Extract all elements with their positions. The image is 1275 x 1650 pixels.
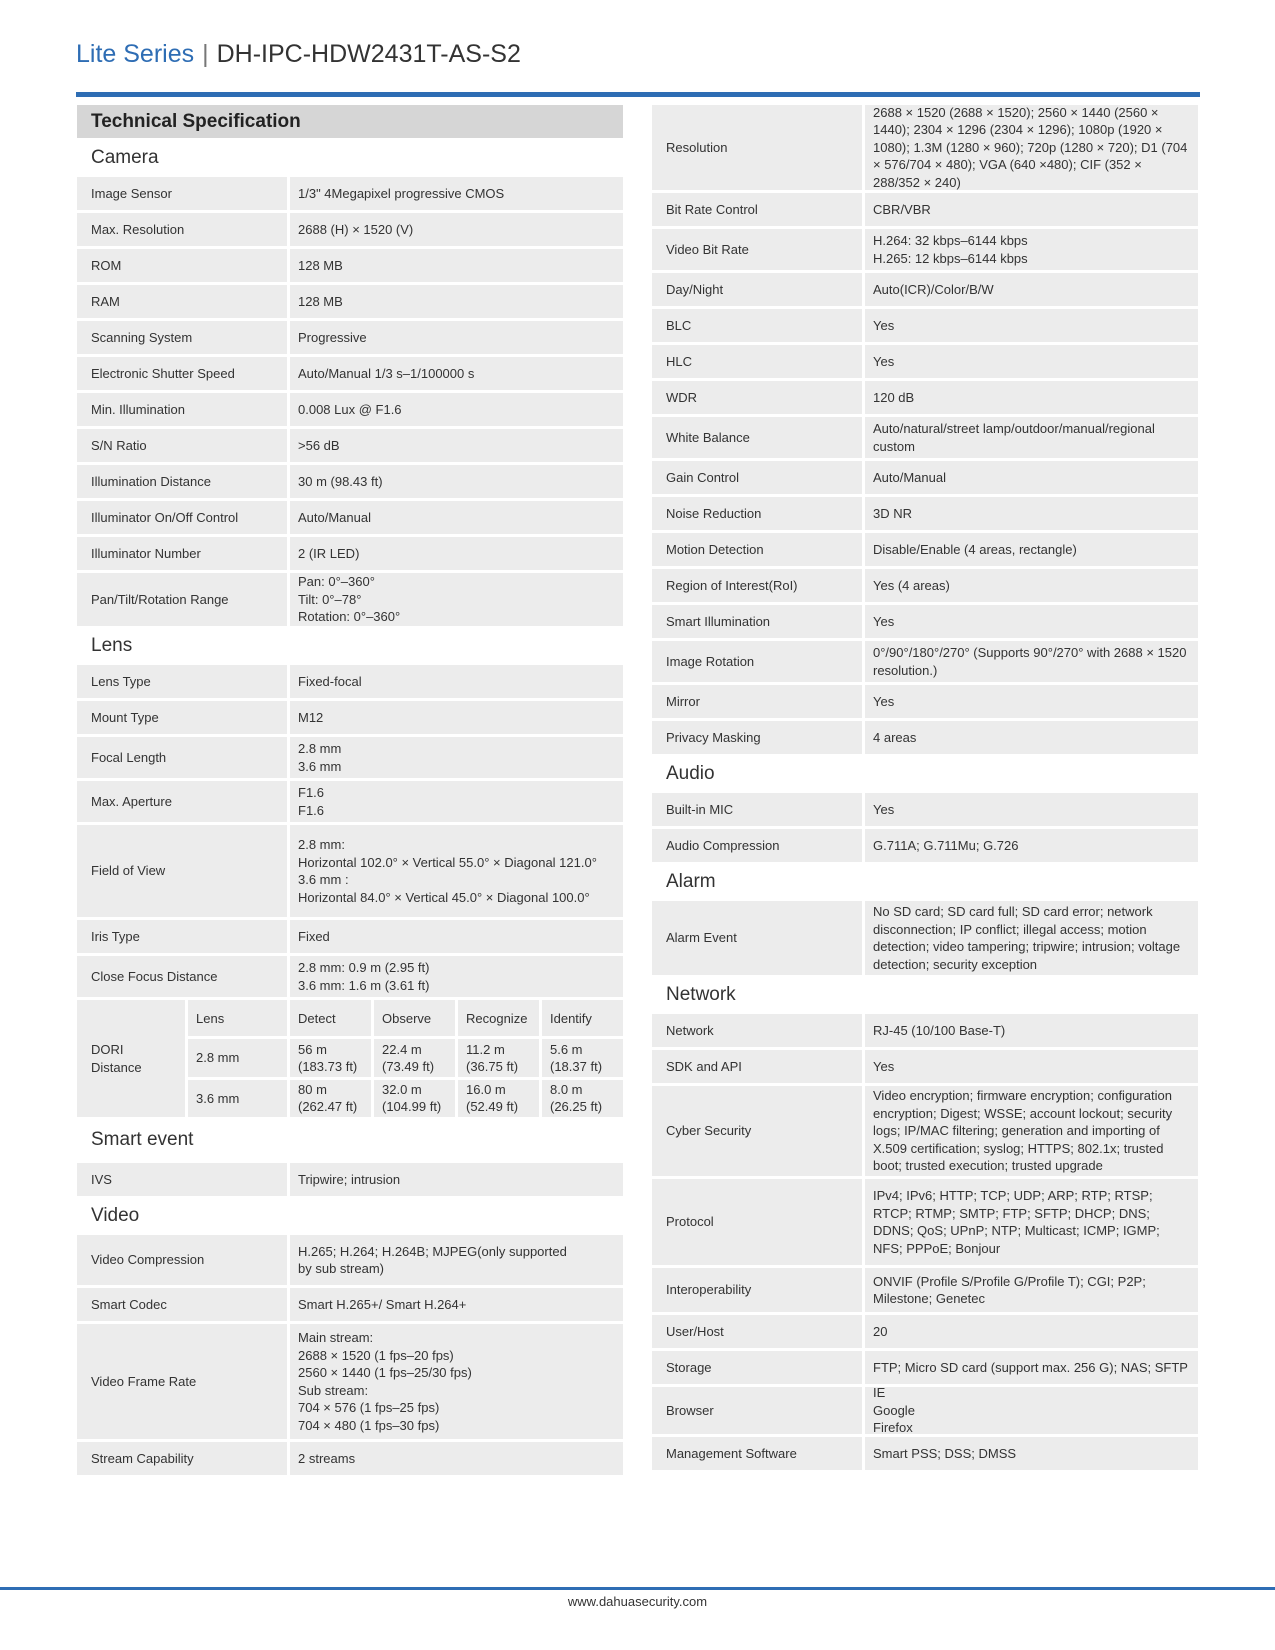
smart-event-rows xyxy=(77,1163,623,1196)
spec-row-min-illumination xyxy=(77,393,623,426)
spec-label: Smart Codec xyxy=(77,1288,287,1321)
spec-label: Gain Control xyxy=(652,461,862,494)
spec-value: Smart H.265+/ Smart H.264+ xyxy=(290,1288,623,1321)
alarm-rows xyxy=(652,901,1198,975)
spec-value: Yes xyxy=(865,1050,1198,1083)
spec-value: ONVIF (Profile S/Profile G/Profile T); CGI; P2P; Milestone; Genetec xyxy=(865,1268,1198,1312)
spec-row-image-sensor xyxy=(77,177,623,210)
spec-label: Alarm Event xyxy=(652,901,862,975)
dori-grid xyxy=(188,1000,623,1117)
spec-value: 4 areas xyxy=(865,721,1198,754)
spec-value: G.711A; G.711Mu; G.726 xyxy=(865,829,1198,862)
spec-row-smart-illumination xyxy=(652,605,1198,638)
model-number: DH-IPC-HDW2431T-AS-S2 xyxy=(216,40,521,68)
dori-cell: 8.0 m (26.25 ft) xyxy=(542,1080,623,1118)
spec-value: Auto(ICR)/Color/B/W xyxy=(865,273,1198,306)
spec-row-built-in-mic xyxy=(652,793,1198,826)
spec-row-illumination-distance xyxy=(77,465,623,498)
spec-label: Max. Aperture xyxy=(77,781,287,822)
spec-value: Auto/Manual xyxy=(865,461,1198,494)
spec-row-close-focus-distance xyxy=(77,956,623,997)
spec-label: Lens Type xyxy=(77,665,287,698)
spec-row-video-compression xyxy=(77,1235,623,1285)
spec-value: Video encryption; firmware encryption; configuration encryption; Digest; WSSE; account lockout; security logs; IP/MAC filtering; generation and importing of X.509 certification; syslog; HTTPS; 802.1x; trusted boot; trusted execution; trusted upgrade xyxy=(865,1086,1198,1176)
section-heading-smart-event: Smart event xyxy=(91,1129,194,1150)
footer-url: www.dahuasecurity.com xyxy=(567,1594,708,1609)
series-name: Lite Series xyxy=(76,40,195,68)
lens-rows xyxy=(77,665,623,997)
spec-label: Management Software xyxy=(652,1437,862,1470)
spec-value: 1/3" 4Megapixel progressive CMOS xyxy=(290,177,623,210)
spec-label: Stream Capability xyxy=(77,1442,287,1475)
spec-row-bit-rate-control xyxy=(652,193,1198,226)
spec-label: Day/Night xyxy=(652,273,862,306)
spec-value: 2.8 mm: 0.9 m (2.95 ft) 3.6 mm: 1.6 m (3.61 ft) xyxy=(290,956,623,997)
dori-header-lens: Lens xyxy=(188,1000,287,1036)
spec-label: IVS xyxy=(77,1163,287,1196)
spec-value: Fixed xyxy=(290,920,623,953)
spec-label: Motion Detection xyxy=(652,533,862,566)
spec-row-ram xyxy=(77,285,623,318)
spec-label: Electronic Shutter Speed xyxy=(77,357,287,390)
spec-row-gain-control xyxy=(652,461,1198,494)
section-heading-lens: Lens xyxy=(91,634,133,656)
spec-row-noise-reduction xyxy=(652,497,1198,530)
spec-row-wdr xyxy=(652,381,1198,414)
spec-label: Min. Illumination xyxy=(77,393,287,426)
spec-row-region-of-interest-roi xyxy=(652,569,1198,602)
dori-header-observe: Observe xyxy=(374,1000,455,1036)
audio-rows xyxy=(652,793,1198,862)
spec-value: 2688 (H) × 1520 (V) xyxy=(290,213,623,246)
spec-value: 0.008 Lux @ F1.6 xyxy=(290,393,623,426)
spec-row-max-resolution xyxy=(77,213,623,246)
header-rule xyxy=(76,92,1200,97)
dori-cell: 80 m (262.47 ft) xyxy=(290,1080,371,1118)
spec-row-day-night xyxy=(652,273,1198,306)
spec-label: Video Compression xyxy=(77,1235,287,1285)
spec-row-mirror xyxy=(652,685,1198,718)
spec-value: Auto/natural/street lamp/outdoor/manual/regional custom xyxy=(865,417,1198,458)
left-column xyxy=(77,105,623,1475)
right-column xyxy=(652,105,1198,1470)
dori-cell: 11.2 m (36.75 ft) xyxy=(458,1039,539,1077)
spec-row-audio-compression xyxy=(652,829,1198,862)
spec-value: H.264: 32 kbps–6144 kbps H.265: 12 kbps–6144 kbps xyxy=(865,229,1198,270)
dori-cell: 2.8 mm xyxy=(188,1039,287,1077)
spec-value: Yes xyxy=(865,309,1198,342)
spec-label: WDR xyxy=(652,381,862,414)
spec-value: Yes (4 areas) xyxy=(865,569,1198,602)
section-heading-alarm: Alarm xyxy=(666,870,716,892)
spec-label: SDK and API xyxy=(652,1050,862,1083)
video-rows-right xyxy=(652,105,1198,754)
section-heading-camera: Camera xyxy=(91,146,159,168)
spec-label: Image Sensor xyxy=(77,177,287,210)
header-separator: | xyxy=(202,40,209,68)
camera-rows xyxy=(77,177,623,626)
spec-value: No SD card; SD card full; SD card error; network disconnection; IP conflict; illegal access; motion detection; video tampering; tripwire; intrusion; voltage detection; security exception xyxy=(865,901,1198,975)
spec-value: Progressive xyxy=(290,321,623,354)
dori-cell: 56 m (183.73 ft) xyxy=(290,1039,371,1077)
spec-label: Smart Illumination xyxy=(652,605,862,638)
network-rows xyxy=(652,1014,1198,1470)
spec-row-illuminator-on-off-control xyxy=(77,501,623,534)
spec-label: Resolution xyxy=(652,105,862,190)
spec-value: 2.8 mm 3.6 mm xyxy=(290,737,623,778)
spec-value: IE Google Firefox xyxy=(865,1387,1198,1434)
spec-label: Close Focus Distance xyxy=(77,956,287,997)
spec-row-pan-tilt-rotation-range xyxy=(77,573,623,626)
dori-header-recognize: Recognize xyxy=(458,1000,539,1036)
spec-row-mount-type xyxy=(77,701,623,734)
spec-value: RJ-45 (10/100 Base-T) xyxy=(865,1014,1198,1047)
spec-label: Video Frame Rate xyxy=(77,1324,287,1439)
spec-label: Field of View xyxy=(77,825,287,917)
spec-label: Illuminator On/Off Control xyxy=(77,501,287,534)
spec-row-video-frame-rate xyxy=(77,1324,623,1439)
spec-row-field-of-view xyxy=(77,825,623,917)
spec-row-blc xyxy=(652,309,1198,342)
spec-label: Network xyxy=(652,1014,862,1047)
spec-label: Browser xyxy=(652,1387,862,1434)
spec-label: Bit Rate Control xyxy=(652,193,862,226)
spec-row-interoperability xyxy=(652,1268,1198,1312)
spec-row-electronic-shutter-speed xyxy=(77,357,623,390)
spec-row-resolution xyxy=(652,105,1198,190)
section-heading-network: Network xyxy=(666,983,736,1005)
spec-value: Yes xyxy=(865,793,1198,826)
footer-rule xyxy=(0,1587,1275,1590)
spec-value: 128 MB xyxy=(290,249,623,282)
dori-cell: 22.4 m (73.49 ft) xyxy=(374,1039,455,1077)
spec-row-scanning-system xyxy=(77,321,623,354)
spec-value: M12 xyxy=(290,701,623,734)
spec-row-image-rotation xyxy=(652,641,1198,682)
spec-label: Pan/Tilt/Rotation Range xyxy=(77,573,287,626)
section-heading-audio: Audio xyxy=(666,762,715,784)
page-header xyxy=(76,40,521,69)
spec-row-management-software xyxy=(652,1437,1198,1470)
spec-row-privacy-masking xyxy=(652,721,1198,754)
spec-label: White Balance xyxy=(652,417,862,458)
spec-row-user-host xyxy=(652,1315,1198,1348)
spec-row-illuminator-number xyxy=(77,537,623,570)
spec-value: 20 xyxy=(865,1315,1198,1348)
spec-row-storage xyxy=(652,1351,1198,1384)
spec-label: RAM xyxy=(77,285,287,318)
spec-label: Max. Resolution xyxy=(77,213,287,246)
spec-label: Privacy Masking xyxy=(652,721,862,754)
spec-value: H.265; H.264; H.264B; MJPEG(only supported by sub stream) xyxy=(290,1235,623,1285)
spec-label: HLC xyxy=(652,345,862,378)
spec-value: 2688 × 1520 (2688 × 1520); 2560 × 1440 (2560 × 1440); 2304 × 1296 (2304 × 1296); 1080p (1920 × 1080); 1.3M (1280 × 960); 720p (1280 × 720); D1 (704 × 576/704 × 480); VGA (640 ×480); CIF (352 × 288/352 × 240) xyxy=(865,105,1198,190)
spec-value: 2.8 mm: Horizontal 102.0° × Vertical 55.0° × Diagonal 121.0° 3.6 mm : Horizontal 84.0° × Vertical 45.0° × Diagonal 100.0° xyxy=(290,825,623,917)
spec-row-iris-type xyxy=(77,920,623,953)
spec-value: Smart PSS; DSS; DMSS xyxy=(865,1437,1198,1470)
spec-value: Disable/Enable (4 areas, rectangle) xyxy=(865,533,1198,566)
spec-value: IPv4; IPv6; HTTP; TCP; UDP; ARP; RTP; RTSP; RTCP; RTMP; SMTP; FTP; SFTP; DHCP; DNS; DDNS; QoS; UPnP; NTP; Multicast; ICMP; IGMP; NFS; PPPoE; Bonjour xyxy=(865,1179,1198,1265)
spec-value: >56 dB xyxy=(290,429,623,462)
dori-header-detect: Detect xyxy=(290,1000,371,1036)
spec-label: Audio Compression xyxy=(652,829,862,862)
spec-label: Interoperability xyxy=(652,1268,862,1312)
spec-value: Auto/Manual xyxy=(290,501,623,534)
spec-row-browser xyxy=(652,1387,1198,1434)
spec-row-protocol xyxy=(652,1179,1198,1265)
spec-value: 0°/90°/180°/270° (Supports 90°/270° with 2688 × 1520 resolution.) xyxy=(865,641,1198,682)
spec-label: User/Host xyxy=(652,1315,862,1348)
spec-value: 30 m (98.43 ft) xyxy=(290,465,623,498)
spec-label: Image Rotation xyxy=(652,641,862,682)
spec-row-video-bit-rate xyxy=(652,229,1198,270)
spec-value: FTP; Micro SD card (support max. 256 G); NAS; SFTP xyxy=(865,1351,1198,1384)
spec-row-white-balance xyxy=(652,417,1198,458)
dori-label: DORI Distance xyxy=(77,1000,185,1117)
spec-value: 128 MB xyxy=(290,285,623,318)
spec-label: Mount Type xyxy=(77,701,287,734)
spec-label: Cyber Security xyxy=(652,1086,862,1176)
spec-row-network xyxy=(652,1014,1198,1047)
spec-value: Pan: 0°–360° Tilt: 0°–78° Rotation: 0°–360° xyxy=(290,573,623,626)
spec-value: F1.6 F1.6 xyxy=(290,781,623,822)
spec-value: 2 (IR LED) xyxy=(290,537,623,570)
spec-row-stream-capability xyxy=(77,1442,623,1475)
spec-label: ROM xyxy=(77,249,287,282)
spec-row-sdk-and-api xyxy=(652,1050,1198,1083)
video-rows-left xyxy=(77,1235,623,1475)
spec-label: Video Bit Rate xyxy=(652,229,862,270)
spec-label: Illuminator Number xyxy=(77,537,287,570)
spec-row-hlc xyxy=(652,345,1198,378)
spec-value: Yes xyxy=(865,345,1198,378)
spec-value: Yes xyxy=(865,685,1198,718)
spec-row-lens-type xyxy=(77,665,623,698)
spec-label: Noise Reduction xyxy=(652,497,862,530)
section-heading-video: Video xyxy=(91,1204,140,1226)
spec-label: Iris Type xyxy=(77,920,287,953)
spec-label: Built-in MIC xyxy=(652,793,862,826)
spec-row-cyber-security xyxy=(652,1086,1198,1176)
spec-row-motion-detection xyxy=(652,533,1198,566)
section-title: Technical Specification xyxy=(77,105,623,138)
spec-label: S/N Ratio xyxy=(77,429,287,462)
spec-value: 120 dB xyxy=(865,381,1198,414)
spec-label: BLC xyxy=(652,309,862,342)
dori-header-identify: Identify xyxy=(542,1000,623,1036)
dori-cell: 16.0 m (52.49 ft) xyxy=(458,1080,539,1118)
spec-row-s-n-ratio xyxy=(77,429,623,462)
spec-label: Mirror xyxy=(652,685,862,718)
dori-distance-table xyxy=(77,1000,623,1117)
spec-row-smart-codec xyxy=(77,1288,623,1321)
spec-row-focal-length xyxy=(77,737,623,778)
spec-value: Yes xyxy=(865,605,1198,638)
spec-row-max-aperture xyxy=(77,781,623,822)
spec-value: 3D NR xyxy=(865,497,1198,530)
spec-value: 2 streams xyxy=(290,1442,623,1475)
spec-label: Region of Interest(RoI) xyxy=(652,569,862,602)
spec-label: Focal Length xyxy=(77,737,287,778)
spec-label: Storage xyxy=(652,1351,862,1384)
dori-cell: 5.6 m (18.37 ft) xyxy=(542,1039,623,1077)
spec-row-ivs xyxy=(77,1163,623,1196)
dori-cell: 32.0 m (104.99 ft) xyxy=(374,1080,455,1118)
spec-value: Tripwire; intrusion xyxy=(290,1163,623,1196)
spec-row-alarm-event xyxy=(652,901,1198,975)
spec-value: CBR/VBR xyxy=(865,193,1198,226)
spec-row-rom xyxy=(77,249,623,282)
spec-value: Auto/Manual 1/3 s–1/100000 s xyxy=(290,357,623,390)
spec-label: Illumination Distance xyxy=(77,465,287,498)
spec-value: Fixed-focal xyxy=(290,665,623,698)
dori-cell: 3.6 mm xyxy=(188,1080,287,1118)
spec-label: Scanning System xyxy=(77,321,287,354)
spec-label: Protocol xyxy=(652,1179,862,1265)
spec-value: Main stream: 2688 × 1520 (1 fps–20 fps) 2560 × 1440 (1 fps–25/30 fps) Sub stream: 704 × 576 (1 fps–25 fps) 704 × 480 (1 fps–30 fps) xyxy=(290,1324,623,1439)
